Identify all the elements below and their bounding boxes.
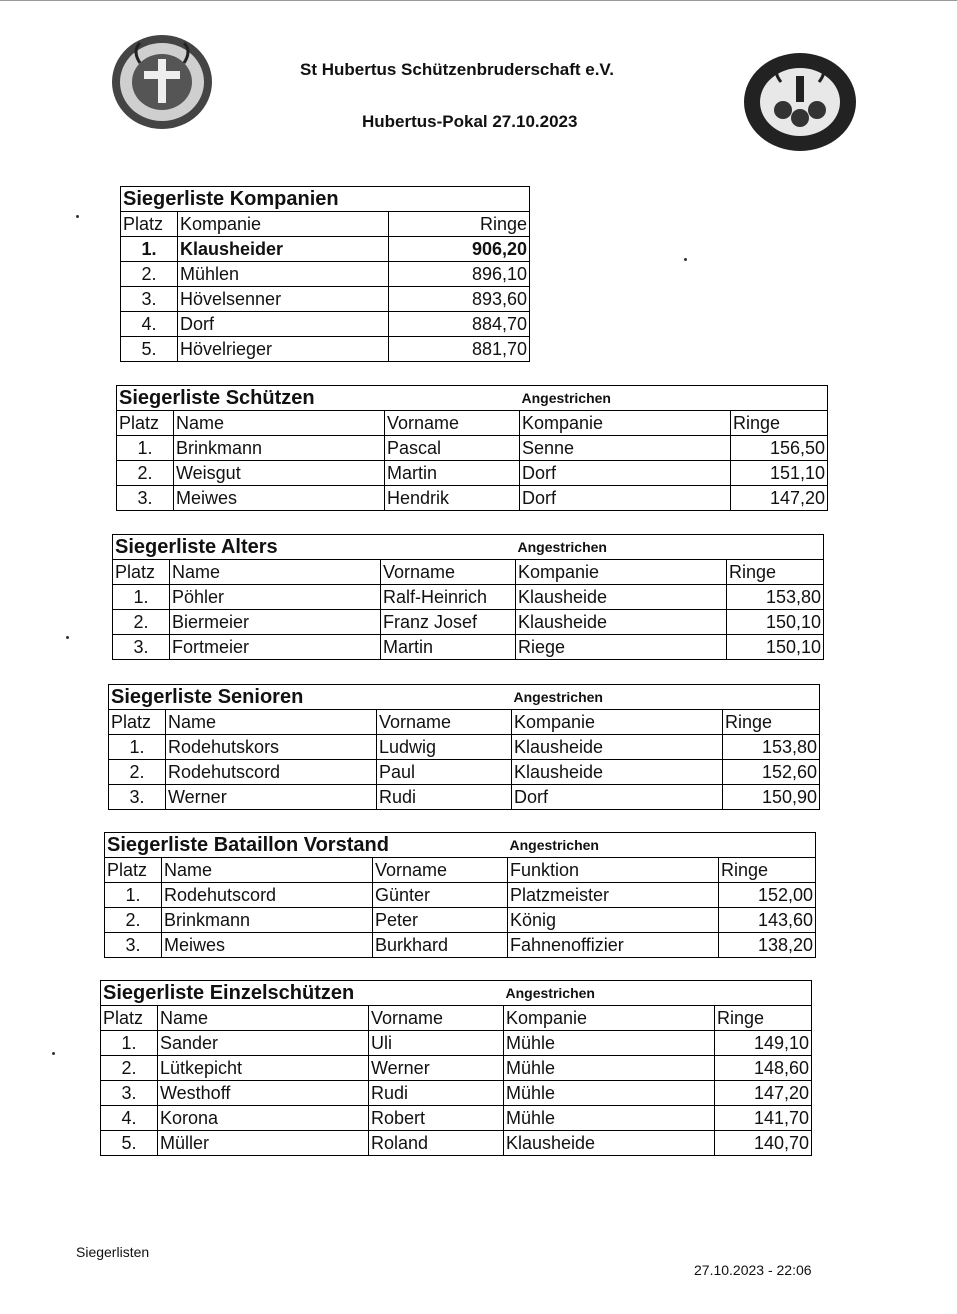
table-row: 4. Korona Robert Mühle 141,70 xyxy=(101,1106,812,1131)
col-header-vorname: Vorname xyxy=(385,411,520,436)
scan-speck xyxy=(76,215,79,218)
col-header-name: Name xyxy=(162,858,373,883)
table-alters xyxy=(112,534,824,660)
table-row: 3. Werner Rudi Dorf 150,90 xyxy=(109,785,820,810)
scan-speck xyxy=(66,636,69,639)
table-row: 5. Müller Roland Klausheide 140,70 xyxy=(101,1131,812,1156)
col-header-funktion: Funktion xyxy=(508,858,719,883)
table-row: 1. Brinkmann Pascal Senne 156,50 xyxy=(117,436,828,461)
angestrichen-label: Angestrichen xyxy=(520,386,828,411)
footer-label: Siegerlisten xyxy=(76,1244,150,1260)
table-row: 2. Rodehutscord Paul Klausheide 152,60 xyxy=(109,760,820,785)
col-header-name: Name xyxy=(170,560,381,585)
col-header-name: Name xyxy=(166,710,377,735)
col-header-platz: Platz xyxy=(113,560,170,585)
col-header-platz: Platz xyxy=(121,212,178,237)
table-kompanien xyxy=(120,186,530,362)
shooting-division-logo xyxy=(743,52,857,152)
table-row: 1. Klausheider 906,20 xyxy=(121,237,530,262)
angestrichen-label: Angestrichen xyxy=(504,981,812,1006)
col-header-kompanie: Kompanie xyxy=(516,560,727,585)
col-header-kompanie: Kompanie xyxy=(520,411,731,436)
table-schuetzen xyxy=(116,385,828,511)
table-title: Siegerliste Schützen xyxy=(117,386,520,411)
event-title: Hubertus-Pokal 27.10.2023 xyxy=(362,112,578,131)
col-header-platz: Platz xyxy=(101,1006,158,1031)
table-row: 2. Biermeier Franz Josef Klausheide 150,10 xyxy=(113,610,824,635)
col-header-vorname: Vorname xyxy=(369,1006,504,1031)
table-row: 3. Fortmeier Martin Riege 150,10 xyxy=(113,635,824,660)
table-row: 3. Hövelsenner 893,60 xyxy=(121,287,530,312)
angestrichen-label: Angestrichen xyxy=(512,685,820,710)
table-einzelschuetzen xyxy=(100,980,812,1156)
table-row: 3. Westhoff Rudi Mühle 147,20 xyxy=(101,1081,812,1106)
table-row: 2. Mühlen 896,10 xyxy=(121,262,530,287)
table-title: Siegerliste Senioren xyxy=(109,685,512,710)
scan-speck xyxy=(52,1052,55,1055)
col-header-platz: Platz xyxy=(105,858,162,883)
table-row: 2. Lütkepicht Werner Mühle 148,60 xyxy=(101,1056,812,1081)
col-header-ringe: Ringe xyxy=(715,1006,812,1031)
table-row: 1. Rodehutscord Günter Platzmeister 152,00 xyxy=(105,883,816,908)
col-header-ringe: Ringe xyxy=(719,858,816,883)
col-header-kompanie: Kompanie xyxy=(504,1006,715,1031)
col-header-vorname: Vorname xyxy=(377,710,512,735)
table-row: 2. Weisgut Martin Dorf 151,10 xyxy=(117,461,828,486)
col-header-kompanie: Kompanie xyxy=(178,212,389,237)
table-row: 3. Meiwes Hendrik Dorf 147,20 xyxy=(117,486,828,511)
table-title: Siegerliste Bataillon Vorstand xyxy=(105,833,508,858)
table-row: 1. Sander Uli Mühle 149,10 xyxy=(101,1031,812,1056)
table-row: 4. Dorf 884,70 xyxy=(121,312,530,337)
col-header-ringe: Ringe xyxy=(389,212,530,237)
col-header-name: Name xyxy=(158,1006,369,1031)
col-header-platz: Platz xyxy=(117,411,174,436)
table-title: Siegerliste Alters xyxy=(113,535,516,560)
angestrichen-label: Angestrichen xyxy=(516,535,824,560)
angestrichen-label: Angestrichen xyxy=(508,833,816,858)
table-row: 2. Brinkmann Peter König 143,60 xyxy=(105,908,816,933)
table-row: 1. Rodehutskors Ludwig Klausheide 153,80 xyxy=(109,735,820,760)
org-title: St Hubertus Schützenbruderschaft e.V. xyxy=(300,60,614,79)
col-header-platz: Platz xyxy=(109,710,166,735)
col-header-ringe: Ringe xyxy=(727,560,824,585)
table-senioren xyxy=(108,684,820,810)
col-header-kompanie: Kompanie xyxy=(512,710,723,735)
col-header-name: Name xyxy=(174,411,385,436)
table-title: Siegerliste Kompanien xyxy=(121,187,530,212)
col-header-ringe: Ringe xyxy=(731,411,828,436)
table-bataillon-vorstand xyxy=(104,832,816,958)
table-row: 5. Hövelrieger 881,70 xyxy=(121,337,530,362)
table-title: Siegerliste Einzelschützen xyxy=(101,981,504,1006)
col-header-vorname: Vorname xyxy=(373,858,508,883)
table-row: 3. Meiwes Burkhard Fahnenoffizier 138,20 xyxy=(105,933,816,958)
footer-timestamp: 27.10.2023 - 22:06 xyxy=(694,1262,812,1278)
table-row: 1. Pöhler Ralf-Heinrich Klausheide 153,80 xyxy=(113,585,824,610)
col-header-ringe: Ringe xyxy=(723,710,820,735)
scan-speck xyxy=(684,258,687,261)
brotherhood-seal-logo xyxy=(110,33,214,131)
col-header-vorname: Vorname xyxy=(381,560,516,585)
